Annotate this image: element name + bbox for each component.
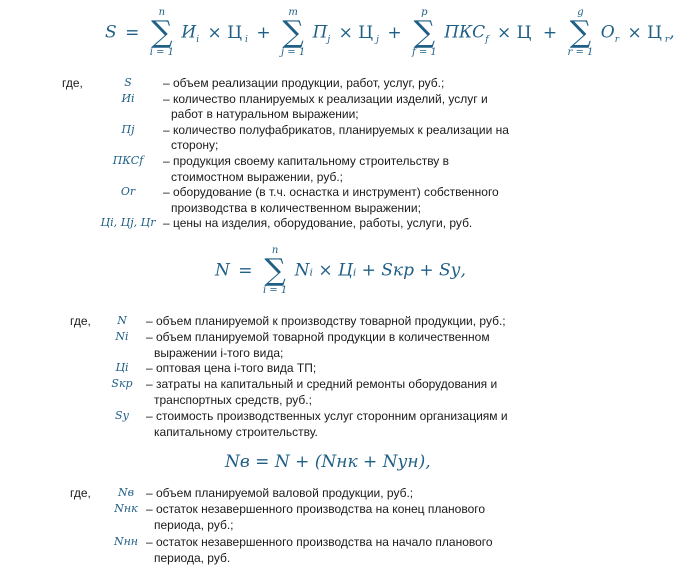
definition-text: – объем планируемой к производству товарной продукции, руб.; — [146, 314, 506, 328]
formula-sales-volume: S = n ∑ i = 1 $И_i \times Ц$ $_i$ + m ∑ j = 1 $П_j \times Ц$ $_j$ + p ∑ f = 1 $ПКС_f \times Ц$ + g ∑ r = 1 $О_r \times Ц$ $_r$, — [105, 7, 675, 58]
definition-text: – продукция своему капитальному строительству в — [163, 154, 450, 168]
definition-symbol: N — [117, 314, 127, 327]
definition-symbol: Цi, Цj, Цr — [100, 216, 156, 230]
definition-text: выражении i-того вида; — [154, 345, 284, 360]
definition-symbol: S — [124, 76, 132, 89]
definition-text: – остаток незавершенного производства на конец планового — [146, 502, 486, 517]
definition-text: – объем планируемой товарной продукции в количественном — [146, 329, 490, 344]
formula2-body: Nᵢ × Цᵢ + Sкр + Sу, — [294, 260, 466, 281]
definition-text: – стоимость производственных услуг сторонним организациям и — [146, 408, 508, 423]
definition-text: – цены на изделия, оборудование, работы, услуги, руб. — [163, 216, 473, 231]
where-label-3: где, — [70, 486, 91, 500]
definition-text: стоимостном выражении, руб.; — [171, 169, 344, 184]
definition-text: транспортных средств, руб.; — [154, 393, 312, 407]
definition-text: – количество полуфабрикатов, планируемых к реализации на — [163, 122, 509, 137]
definition-text: – объем планируемой валовой продукции, руб.; — [146, 486, 414, 500]
definition-symbol: Nнн — [113, 534, 139, 548]
definition-symbol: Nнк — [114, 502, 138, 516]
definition-symbol: Оr — [120, 185, 136, 199]
definition-symbol: Nв — [117, 486, 135, 499]
where-label-1: где, — [62, 76, 83, 90]
definition-symbol: Иi — [121, 91, 135, 105]
definition-text: сторону; — [171, 138, 219, 153]
definition-text: работ в натуральном выражении; — [171, 107, 359, 122]
formula-gross-output: Nв = N + (Nнк + Nун), — [225, 452, 431, 472]
sum-symbol-3: p ∑ f = 1 — [411, 7, 437, 58]
definition-text: – количество планируемых к реализации изделий, услуг и — [163, 91, 488, 106]
definition-text: периода, руб. — [154, 550, 231, 565]
definition-text: – затраты на капитальный и средний ремонты оборудования и — [146, 377, 498, 392]
definition-symbol: Ni — [115, 329, 129, 343]
formula1-eq: = — [125, 22, 140, 43]
definition-symbol: ПКСf — [112, 154, 144, 167]
definition-text: производства в количественном выражении; — [171, 200, 421, 215]
definition-text: – оборудование (в т.ч. оснастка и инструмент) собственного — [163, 185, 499, 200]
sum-symbol-1: n ∑ i = 1 — [149, 7, 175, 58]
definition-symbol: Sкр — [111, 377, 133, 391]
definition-text: – остаток незавершенного производства на начало планового — [146, 534, 493, 549]
sum-symbol-2: m ∑ j = 1 — [280, 7, 306, 58]
formula-commodity-output: N = n ∑ i = 1 Nᵢ × Цᵢ + Sкр + Sу, — [215, 245, 466, 296]
definition-text: – оптовая цена i-того вида ТП; — [146, 361, 317, 376]
definition-symbol: Цi — [115, 361, 129, 375]
definition-symbol: Sу — [115, 408, 129, 422]
definition-text: периода, руб.; — [154, 518, 234, 533]
definition-symbol: Пj — [121, 122, 135, 136]
where-label-2: где, — [70, 314, 91, 328]
definition-text: – объем реализации продукции, работ, услуг, руб.; — [163, 76, 445, 90]
sum-symbol-5: n ∑ i = 1 — [262, 245, 288, 296]
sum-symbol-4: g ∑ r = 1 — [567, 7, 594, 58]
formula1-lhs: S — [105, 22, 117, 43]
definition-text: капитальному строительству. — [154, 424, 318, 439]
formula2-lhs: N — [215, 260, 230, 281]
